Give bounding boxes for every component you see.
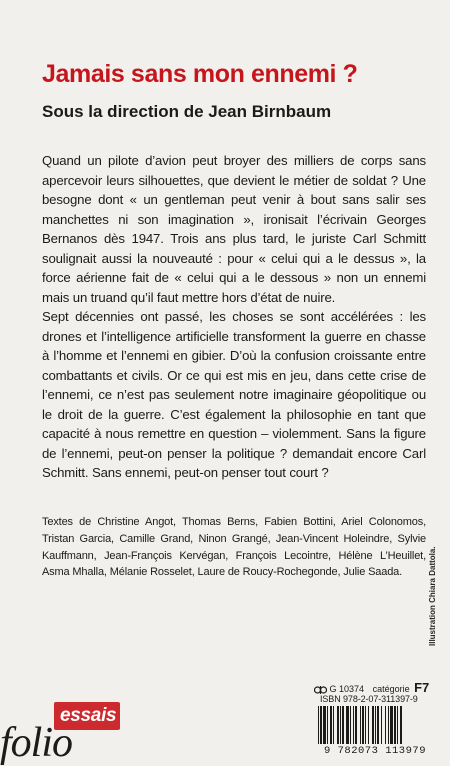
- contributors-list: Textes de Christine Angot, Thomas Berns, Fabien Bottini, Ariel Colonomos, Tristan Garcia, Camille Grand, Ninon Grangé, Jean-Vincent Holeindre, Sylvie Kauffmann, Jean-François Kervégan, François Lecointre, Hélène L’Heuillet, Asma Mhalla, Mélanie Rosselet, Laure de Roucy-Rochegonde, Julie Saada.: [42, 516, 426, 579]
- product-codes: [314, 680, 439, 695]
- book-title: Jamais sans mon ennemi ?: [42, 60, 358, 88]
- back-cover-blurb: [42, 151, 426, 483]
- blurb-paragraph-1: Quand un pilote d’avion peut broyer des milliers de corps sans apercevoir leurs silhouettes, que devient le métier de soldat ? Une besogne dont « un gentleman peut venir à bout sans salir ses manchettes ni son imagination », ironisait l’écrivain Georges Bernanos dès 1947. Trois ans plus tard, le juriste Carl Schmitt soulignait aussi la nouveauté : pour « celui qui a le dessus », la force aérienne fait de « celui qui a le dessous » non un ennemi mais un truand qu’il faut mettre hors d’état de nuire.: [42, 153, 426, 305]
- illustration-credit: Illustration Chiara Dattola.: [428, 546, 437, 646]
- barcode-digits: 9 782073 113979: [310, 744, 440, 758]
- logo-folio: folio: [0, 720, 73, 766]
- product-code: G 10374: [329, 684, 365, 694]
- blurb-paragraph-2: Sept décennies ont passé, les choses se sont accélérées : les drones et l’intelligence artificielle transforment la guerre en chasse à l’homme et l’ennemi en gibier. D’où la confusion croissante entre combattants et civils. Or ce qui est mis en jeu, dans cette crise de l’ennemi, ce n’est pas seulement notre imaginaire géopolitique ou le droit de la guerre. C’est également la philosophie en tant que capacité à nous remettre en question – violemment. Sans la figure de l’ennemi, peut-on penser la politique ? demandait encore Carl Schmitt. Sans ennemi, peut-on penser tout court ?: [42, 309, 426, 480]
- category-label: catégorie: [372, 684, 410, 694]
- isbn: ISBN 978-2-07-311397-9: [320, 694, 418, 704]
- folio-essais-logo: [0, 700, 135, 764]
- category-code: F7: [414, 680, 430, 695]
- book-subtitle: Sous la direction de Jean Birnbaum: [42, 102, 332, 121]
- logo-essais: essais: [60, 705, 117, 726]
